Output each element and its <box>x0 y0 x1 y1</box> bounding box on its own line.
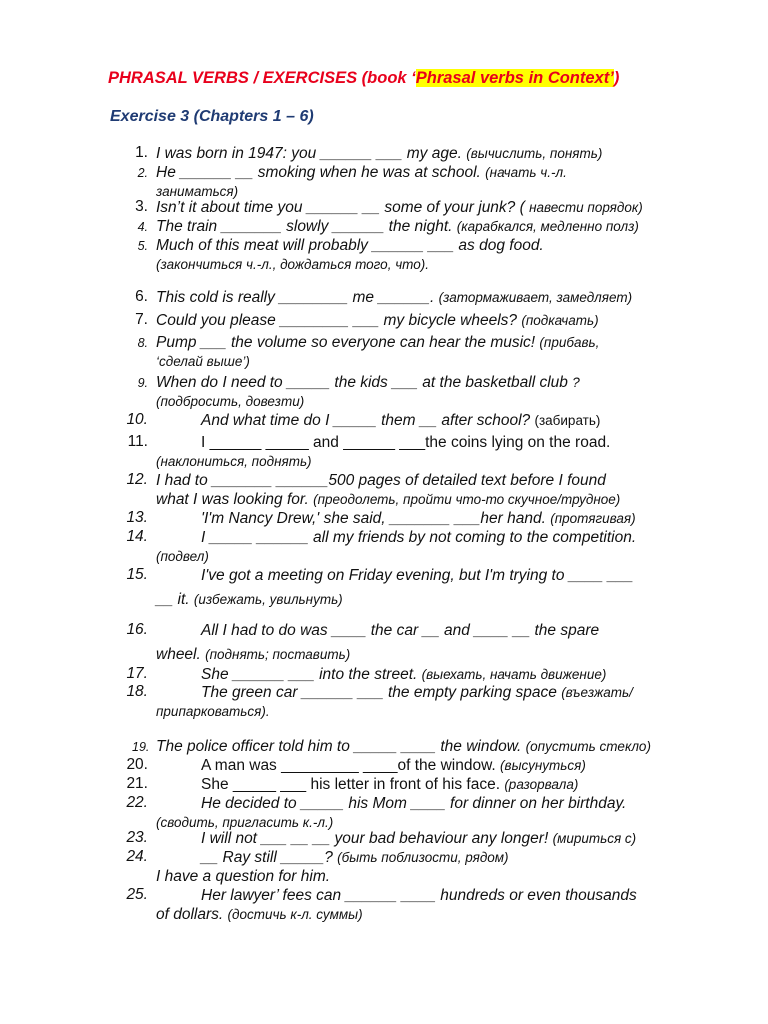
translation-hint: ‘сделай выше’) <box>156 354 250 369</box>
item-text <box>156 528 716 566</box>
sentence: Much of this meat will probably ______ ___ as dog food. <box>156 237 544 254</box>
sentence: I've got a meeting on Friday evening, but I'm trying to ____ ___ <box>201 567 634 584</box>
title-highlight: Phrasal verbs in Context’ <box>415 69 614 87</box>
exercise-heading: Exercise 3 (Chapters 1 – 6) <box>110 108 314 125</box>
sentence: A man was _________ ____of the window. <box>201 757 496 774</box>
sentence: And what time do I _____ them __ after school? <box>201 412 531 429</box>
sentence: He decided to _____ his Mom ____ for dinner on her birthday. <box>201 795 627 812</box>
sentence: __ Ray still _____? <box>201 849 333 866</box>
item-text <box>156 886 716 924</box>
item-number: 20. <box>126 756 148 773</box>
sentence: She _____ ___ his letter in front of his face. <box>201 776 500 793</box>
translation-hint: (высунуться) <box>500 758 586 773</box>
item-number: 7. <box>135 311 148 328</box>
item-number: 3. <box>135 198 148 215</box>
item-number: 13. <box>126 509 148 526</box>
item-text <box>156 829 716 848</box>
sentence: 'I'm Nancy Drew,' she said, _______ ___her hand. <box>201 510 546 527</box>
sentence: The police officer told him to _____ ____ the window. <box>156 738 522 755</box>
sentence-continued: wheel. <box>156 646 201 663</box>
translation-hint: (опустить стекло) <box>525 739 651 754</box>
sentence: I _____ ______ all my friends by not coming to the competition. <box>201 529 637 546</box>
sentence: Could you please ________ ___ my bicycle wheels? <box>156 312 518 329</box>
item-text <box>156 333 716 371</box>
sentence: I will not ___ __ __ your bad behaviour any longer! <box>201 830 549 847</box>
item-number: 4. <box>137 220 148 234</box>
item-text <box>156 144 716 163</box>
translation-hint: (закончиться ч.-л., дождаться того, что). <box>156 257 430 272</box>
sentence: He ______ __ smoking when he was at school. <box>156 164 481 181</box>
item-text <box>156 311 716 330</box>
item-number: 9. <box>137 376 148 390</box>
title-suffix: ) <box>613 69 620 87</box>
item-text <box>156 236 716 274</box>
translation-hint: (подкачать) <box>521 313 599 328</box>
item-text <box>156 433 716 471</box>
sentence: I had to _______ ______500 pages of detailed text before I found <box>156 472 606 489</box>
item-text <box>156 665 716 684</box>
item-number: 25. <box>126 886 148 903</box>
translation-hint: (вычислить, понять) <box>466 146 603 161</box>
item-text <box>156 509 716 528</box>
sentence: All I had to do was ____ the car __ and ____ __ the spare <box>201 622 600 639</box>
item-number: 12. <box>126 471 148 488</box>
sentence-continued: I have a question for him. <box>156 868 331 885</box>
item-number: 1. <box>135 144 148 161</box>
item-number: 5. <box>137 239 148 253</box>
item-text <box>156 794 716 832</box>
sentence: This cold is really ________ me ______. <box>156 289 435 306</box>
translation-hint: (сводить, пригласить к.-л.) <box>156 815 334 830</box>
item-text <box>156 198 716 217</box>
item-number: 23. <box>126 829 148 846</box>
sentence-continued: of dollars. <box>156 906 224 923</box>
item-number: 22. <box>126 794 148 811</box>
item-number: 16. <box>126 621 148 638</box>
sentence: When do I need to _____ the kids ___ at the basketball club <box>156 374 568 391</box>
sentence: I ______ _____ and ______ ___the coins lying on the road. <box>201 434 611 451</box>
translation-hint: (достичь к-л. суммы) <box>227 907 363 922</box>
item-text <box>156 775 716 794</box>
translation-hint: припарковаться). <box>156 704 270 719</box>
sentence: Her lawyer’ fees can ______ ____ hundreds or even thousands <box>201 887 637 904</box>
sentence: She ______ ___ into the street. <box>201 666 418 683</box>
item-number: 18. <box>126 683 148 700</box>
title-prefix: PHRASAL VERBS / EXERCISES (book ‘ <box>108 69 416 87</box>
translation-hint: (быть поблизости, рядом) <box>337 850 509 865</box>
item-text <box>156 411 716 430</box>
item-number: 8. <box>137 336 148 350</box>
translation-hint: (преодолеть, пройти что-то скучное/трудное) <box>313 492 621 507</box>
sentence: The green car ______ ___ the empty parking space <box>201 684 557 701</box>
item-number: 14. <box>126 528 148 545</box>
translation-hint: (мириться с) <box>552 831 637 846</box>
item-number: 24. <box>126 848 148 865</box>
item-number: 2. <box>137 166 148 180</box>
translation-hint: (протягивая) <box>550 511 636 526</box>
translation-hint: (карабкался, медленно полз) <box>456 219 639 234</box>
item-text <box>156 288 716 307</box>
sentence: I was born in 1947: you ______ ___ my age. <box>156 145 462 162</box>
item-number: 15. <box>126 566 148 583</box>
item-number: 6. <box>135 288 148 305</box>
sentence-continued: __ it. <box>156 591 190 608</box>
translation-hint: (наклониться, поднять) <box>156 454 312 469</box>
item-number: 19. <box>132 740 150 754</box>
translation-hint: (прибавь, <box>539 335 600 350</box>
translation-hint: (затормаживает, замедляет) <box>438 290 633 305</box>
item-text <box>156 471 716 509</box>
translation-hint: (избежать, увильнуть) <box>193 592 343 607</box>
item-text <box>156 756 716 775</box>
item-number: 21. <box>126 775 148 792</box>
item-number: 11. <box>127 433 148 450</box>
translation-hint: ? <box>572 375 580 390</box>
item-text <box>156 217 716 236</box>
item-text <box>156 373 716 411</box>
item-text <box>156 621 716 664</box>
translation-hint: заниматься) <box>156 184 239 199</box>
translation-hint: (поднять; поставить) <box>205 647 351 662</box>
item-text <box>156 848 716 886</box>
item-text <box>156 737 716 756</box>
translation-hint: (разорвала) <box>504 777 579 792</box>
translation-hint: (подвел) <box>156 549 209 564</box>
translation-hint: (выехать, начать движение) <box>421 667 607 682</box>
item-number: 17. <box>126 665 148 682</box>
translation-hint: навести порядок) <box>529 200 643 215</box>
translation-hint: (въезжать/ <box>561 685 633 700</box>
item-text <box>156 683 716 721</box>
item-number: 10. <box>126 411 148 428</box>
translation-hint: (начать ч.-л. <box>485 165 567 180</box>
sentence: Pump ___ the volume so everyone can hear the music! <box>156 334 536 351</box>
sentence: Isn’t it about time you ______ __ some of your junk? ( <box>156 199 525 216</box>
sentence-continued: what I was looking for. <box>156 491 309 508</box>
sentence: The train _______ slowly ______ the night. <box>156 218 453 235</box>
translation-hint: (подбросить, довезти) <box>156 394 305 409</box>
item-text <box>156 163 716 201</box>
page-title <box>108 69 619 88</box>
item-text <box>156 566 716 609</box>
translation-hint: (забирать) <box>534 413 601 428</box>
